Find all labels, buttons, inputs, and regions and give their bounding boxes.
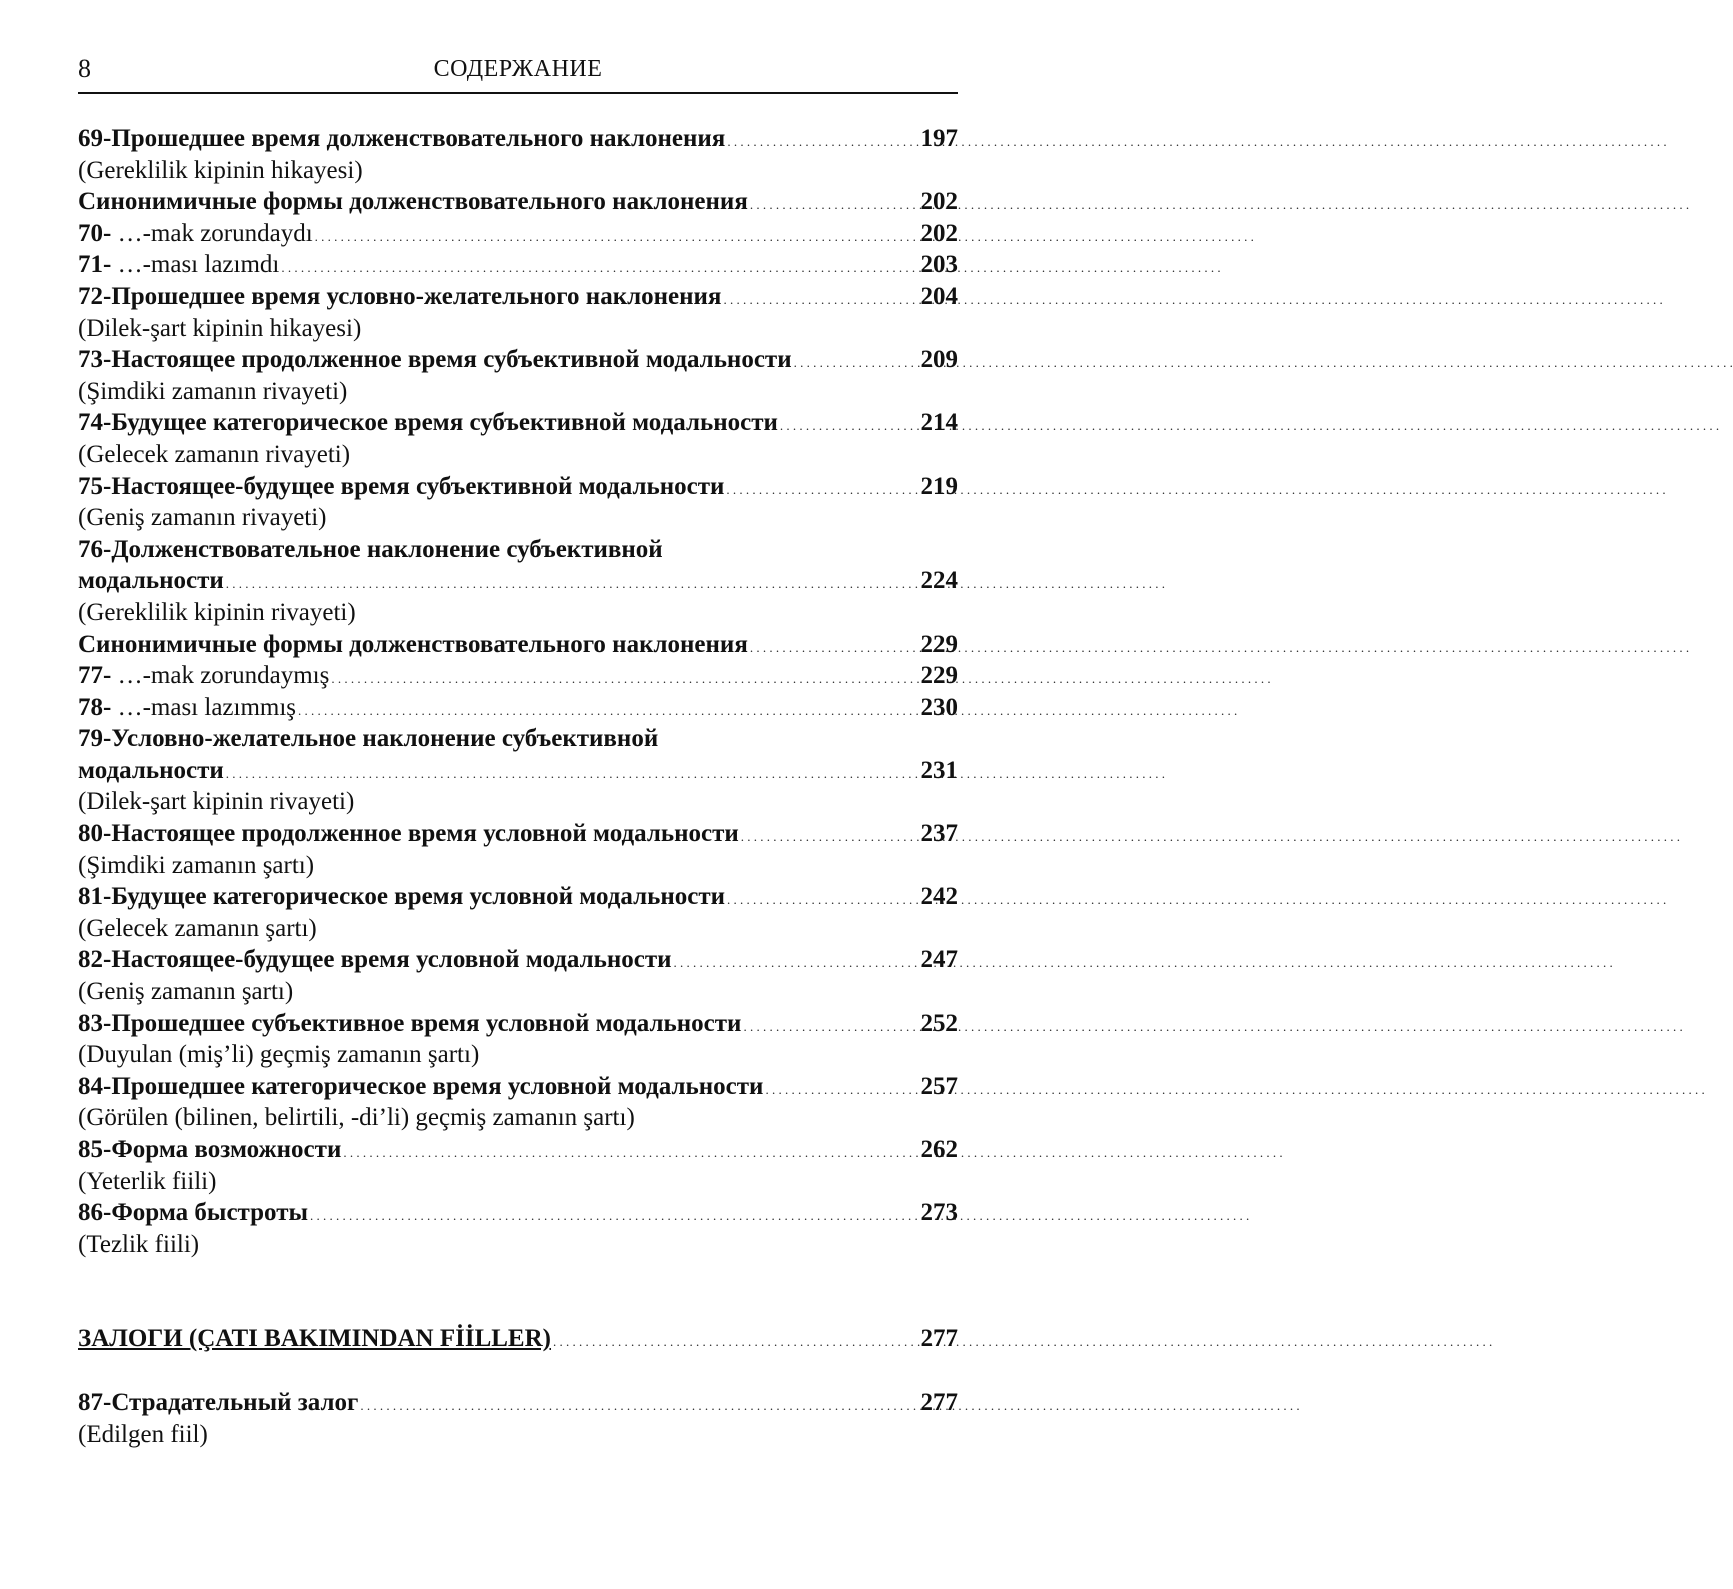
toc-entry-title: 74-Будущее категорическое время субъективной модальности [78, 409, 778, 437]
toc-entry-number: 77- [78, 662, 112, 690]
toc-entry-73[interactable] [78, 344, 958, 376]
toc-page-number: 202 [920, 219, 958, 247]
leader-dots [727, 123, 908, 158]
toc-entry-title: 80-Настоящее продолженное время условной модальности [78, 820, 739, 848]
toc-entry-75[interactable] [78, 471, 958, 503]
toc-entry-title-line1[interactable]: 79-Условно-желательное наклонение субъективной [78, 725, 659, 753]
toc-entry-subtitle: (Edilgen fiil) [78, 1420, 208, 1448]
toc-entry-title: 83-Прошедшее субъективное время условной модальности [78, 1009, 742, 1037]
leader-dots [674, 944, 908, 979]
toc-entry-number: 78- [78, 693, 112, 721]
toc-entry-subtitle: (Şimdiki zamanın rivayeti) [78, 377, 348, 405]
toc-entry-83[interactable] [78, 1008, 958, 1040]
toc-entry-subtitle: (Gelecek zamanın şartı) [78, 914, 317, 942]
toc-entry-title-line1[interactable]: 76-Долженствовательное наклонение субъективной [78, 535, 663, 563]
toc-page-number: 237 [920, 820, 958, 848]
page-number: 8 [78, 54, 91, 83]
leader-dots [281, 249, 908, 284]
toc-entry-81[interactable] [78, 881, 958, 913]
toc-entry-85[interactable] [78, 1134, 958, 1166]
toc-entry-title: 82-Настоящее-будущее время условной модальности [78, 946, 672, 974]
toc-page-number: 202 [920, 188, 958, 216]
section-heading: ЗАЛОГИ (ÇATI BAKIMINDAN FİİLLER) [78, 1325, 551, 1353]
toc-entry-title: 86-Форма быстроты [78, 1199, 309, 1227]
toc-entry-subtitle: (Gelecek zamanın rivayeti) [78, 440, 351, 468]
toc-entry-text: …-mak zorundaydı [117, 219, 313, 247]
toc-page-number: 230 [920, 693, 958, 721]
leader-dots [310, 1197, 908, 1232]
toc-entry-title: 69-Прошедшее время долженствовательного наклонения [78, 125, 726, 152]
toc-entry-title: 87-Страдательный залог [78, 1388, 359, 1416]
leader-dots [750, 629, 908, 664]
toc-entry-subtitle: (Geniş zamanın rivayeti) [78, 504, 327, 532]
toc-entry-subtitle: (Gereklilik kipinin rivayeti) [78, 598, 356, 626]
toc-page-number: 224 [920, 567, 958, 595]
toc-entry-title: Синонимичные формы долженствовательного наклонения [78, 630, 748, 658]
leader-dots [298, 692, 908, 727]
toc-page-number: 252 [920, 1009, 958, 1037]
toc-entry-synonyms-1[interactable] [78, 186, 958, 218]
toc-entry-subtitle: (Şimdiki zamanın şartı) [78, 851, 315, 879]
toc-entry-subtitle: (Yeterlik fiili) [78, 1167, 217, 1195]
toc-entry-82[interactable] [78, 944, 958, 976]
toc-entry-title: 81-Будущее категорическое время условной модальности [78, 883, 726, 911]
toc-entry-74[interactable] [78, 407, 958, 439]
toc-entry-text: …-ması lazımmış [117, 693, 297, 721]
toc-entry-71[interactable] [78, 249, 958, 281]
toc-entry-title [78, 660, 329, 692]
toc-entry-title: модальности [78, 567, 224, 595]
toc-page-number: 247 [920, 946, 958, 974]
table-of-contents [78, 123, 958, 1450]
toc-entry-subtitle: (Geniş zamanın şartı) [78, 978, 294, 1006]
toc-entry-number: 70- [78, 219, 112, 247]
toc-entry-subtitle: (Tezlik fiili) [78, 1230, 200, 1258]
toc-entry-subtitle: (Gereklilik kipinin hikayesi) [78, 156, 363, 184]
toc-entry-title: 73-Настоящее продолженное время субъективной модальности [78, 346, 792, 374]
toc-entry-77[interactable] [78, 660, 958, 692]
leader-dots [743, 1008, 908, 1043]
toc-page-number: 277 [920, 1325, 958, 1353]
toc-entry-title [78, 249, 279, 281]
toc-entry-84[interactable] [78, 1071, 958, 1103]
toc-entry-76[interactable] [78, 565, 958, 597]
section-spacer [78, 1260, 958, 1323]
toc-entry-title: 85-Форма возможности [78, 1136, 342, 1163]
leader-dots [226, 755, 908, 790]
toc-page-number: 219 [920, 472, 958, 500]
toc-entry-subtitle: (Dilek-şart kipinin hikayesi) [78, 314, 362, 342]
leader-dots [360, 1387, 908, 1422]
leader-dots [727, 881, 908, 916]
toc-entry-synonyms-2[interactable] [78, 629, 958, 661]
toc-page-number: 273 [920, 1199, 958, 1227]
toc-entry-title: модальности [78, 756, 224, 784]
leader-dots [794, 344, 908, 379]
toc-entry-title: 84-Прошедшее категорическое время условной модальности [78, 1072, 764, 1100]
toc-page-number: 203 [920, 251, 958, 279]
toc-page-number: 214 [920, 409, 958, 437]
toc-entry-86[interactable] [78, 1197, 958, 1229]
section-spacer [78, 1355, 958, 1387]
toc-entry-69[interactable] [78, 123, 958, 155]
toc-page-number: 257 [920, 1072, 958, 1100]
leader-dots [750, 186, 908, 221]
toc-page-number: 277 [920, 1388, 958, 1416]
leader-dots [343, 1134, 908, 1169]
leader-dots [741, 818, 908, 853]
toc-page-number: 229 [920, 662, 958, 690]
toc-entry-80[interactable] [78, 818, 958, 850]
toc-entry-title: Синонимичные формы долженствовательного наклонения [78, 188, 748, 216]
toc-entry-79[interactable] [78, 755, 958, 787]
toc-entry-title: 75-Настоящее-будущее время субъективной модальности [78, 472, 725, 500]
toc-section-voices[interactable] [78, 1323, 958, 1355]
toc-page-number: 242 [920, 883, 958, 911]
leader-dots [780, 407, 908, 442]
leader-dots [765, 1071, 908, 1106]
toc-entry-number: 71- [78, 251, 112, 279]
leader-dots [226, 565, 908, 600]
toc-entry-72[interactable] [78, 281, 958, 313]
toc-entry-70[interactable] [78, 218, 958, 250]
toc-entry-subtitle: (Görülen (bilinen, belirtili, -di’li) geçmiş zamanın şartı) [78, 1104, 635, 1132]
toc-entry-text: …-mak zorundaymış [117, 662, 330, 690]
toc-entry-87[interactable] [78, 1387, 958, 1419]
toc-entry-subtitle: (Dilek-şart kipinin rivayeti) [78, 788, 355, 816]
toc-entry-title [78, 218, 313, 250]
toc-entry-title: 72-Прошедшее время условно-желательного наклонения [78, 282, 722, 310]
toc-page-number: 204 [920, 282, 958, 310]
toc-entry-text: …-ması lazımdı [117, 251, 280, 279]
toc-entry-78[interactable] [78, 692, 958, 724]
leader-dots [331, 660, 908, 695]
leader-dots [553, 1323, 908, 1358]
toc-page-number: 262 [920, 1136, 958, 1163]
page-header [78, 52, 958, 94]
toc-page-number: 197 [920, 125, 958, 152]
leader-dots [315, 218, 908, 253]
toc-entry-title [78, 692, 296, 724]
toc-entry-subtitle: (Duyulan (miş’li) geçmiş zamanın şartı) [78, 1041, 480, 1069]
toc-page-number: 229 [920, 630, 958, 658]
toc-page-number: 209 [920, 346, 958, 374]
running-title: СОДЕРЖАНИЕ [433, 56, 603, 82]
toc-page-number: 231 [920, 756, 958, 784]
leader-dots [726, 471, 908, 506]
leader-dots [723, 281, 908, 316]
